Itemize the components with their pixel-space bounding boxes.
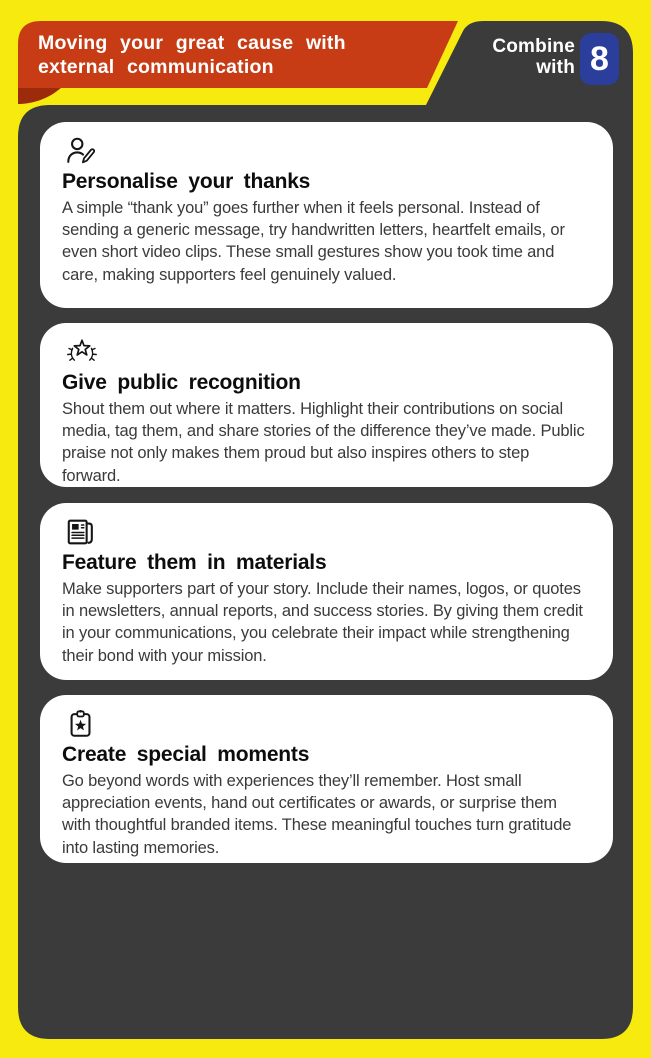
- clipboard-star-icon: [64, 708, 98, 740]
- card-title: Personalise your thanks: [62, 170, 311, 193]
- card-body: A simple “thank you” goes further when it feels personal. Instead of sending a generic message, try handwritten letters, heartfelt emails, or even short video clips. These small gestures show you took time and care, making supporters feel genuinely valued.: [62, 199, 565, 284]
- laurel-star-icon: [64, 336, 100, 368]
- page-title: [38, 31, 438, 79]
- card-special-moments: [40, 695, 613, 863]
- page-title-line2: external communication: [38, 56, 274, 78]
- newspaper-icon: [64, 516, 98, 548]
- page-title-line1: Moving your great cause with: [38, 32, 346, 54]
- card-title: Give public recognition: [62, 371, 301, 394]
- card-title: Feature them in materials: [62, 551, 327, 574]
- card-public-recognition: [40, 323, 613, 487]
- combine-with-label: [430, 36, 575, 78]
- combine-number-badge: [580, 33, 619, 85]
- combine-label-line2: with: [536, 57, 575, 78]
- combine-number: 8: [590, 39, 609, 78]
- card-title: Create special moments: [62, 743, 310, 766]
- card-body: Shout them out where it matters. Highlight their contributions on social media, tag them, and share stories of the difference they’ve made. Public praise not only makes them proud but also inspires others to step forward.: [62, 400, 585, 485]
- card-feature-materials: [40, 503, 613, 680]
- card-personalise-thanks: [40, 122, 613, 308]
- banner-fold-shape: [18, 87, 62, 104]
- card-body: Make supporters part of your story. Include their names, logos, or quotes in newsletters, annual reports, and success stories. By giving them credit in your communications, you celebrate their impact while strengthening their bond with your mission.: [62, 580, 583, 665]
- person-edit-icon: [64, 135, 98, 167]
- combine-label-line1: Combine: [492, 36, 575, 57]
- card-body: Go beyond words with experiences they’ll remember. Host small appreciation events, hand out certificates or awards, or surprise them with thoughtful branded items. These meaningful touches turn gratitude into lasting memories.: [62, 772, 572, 857]
- tips-list: [40, 122, 613, 863]
